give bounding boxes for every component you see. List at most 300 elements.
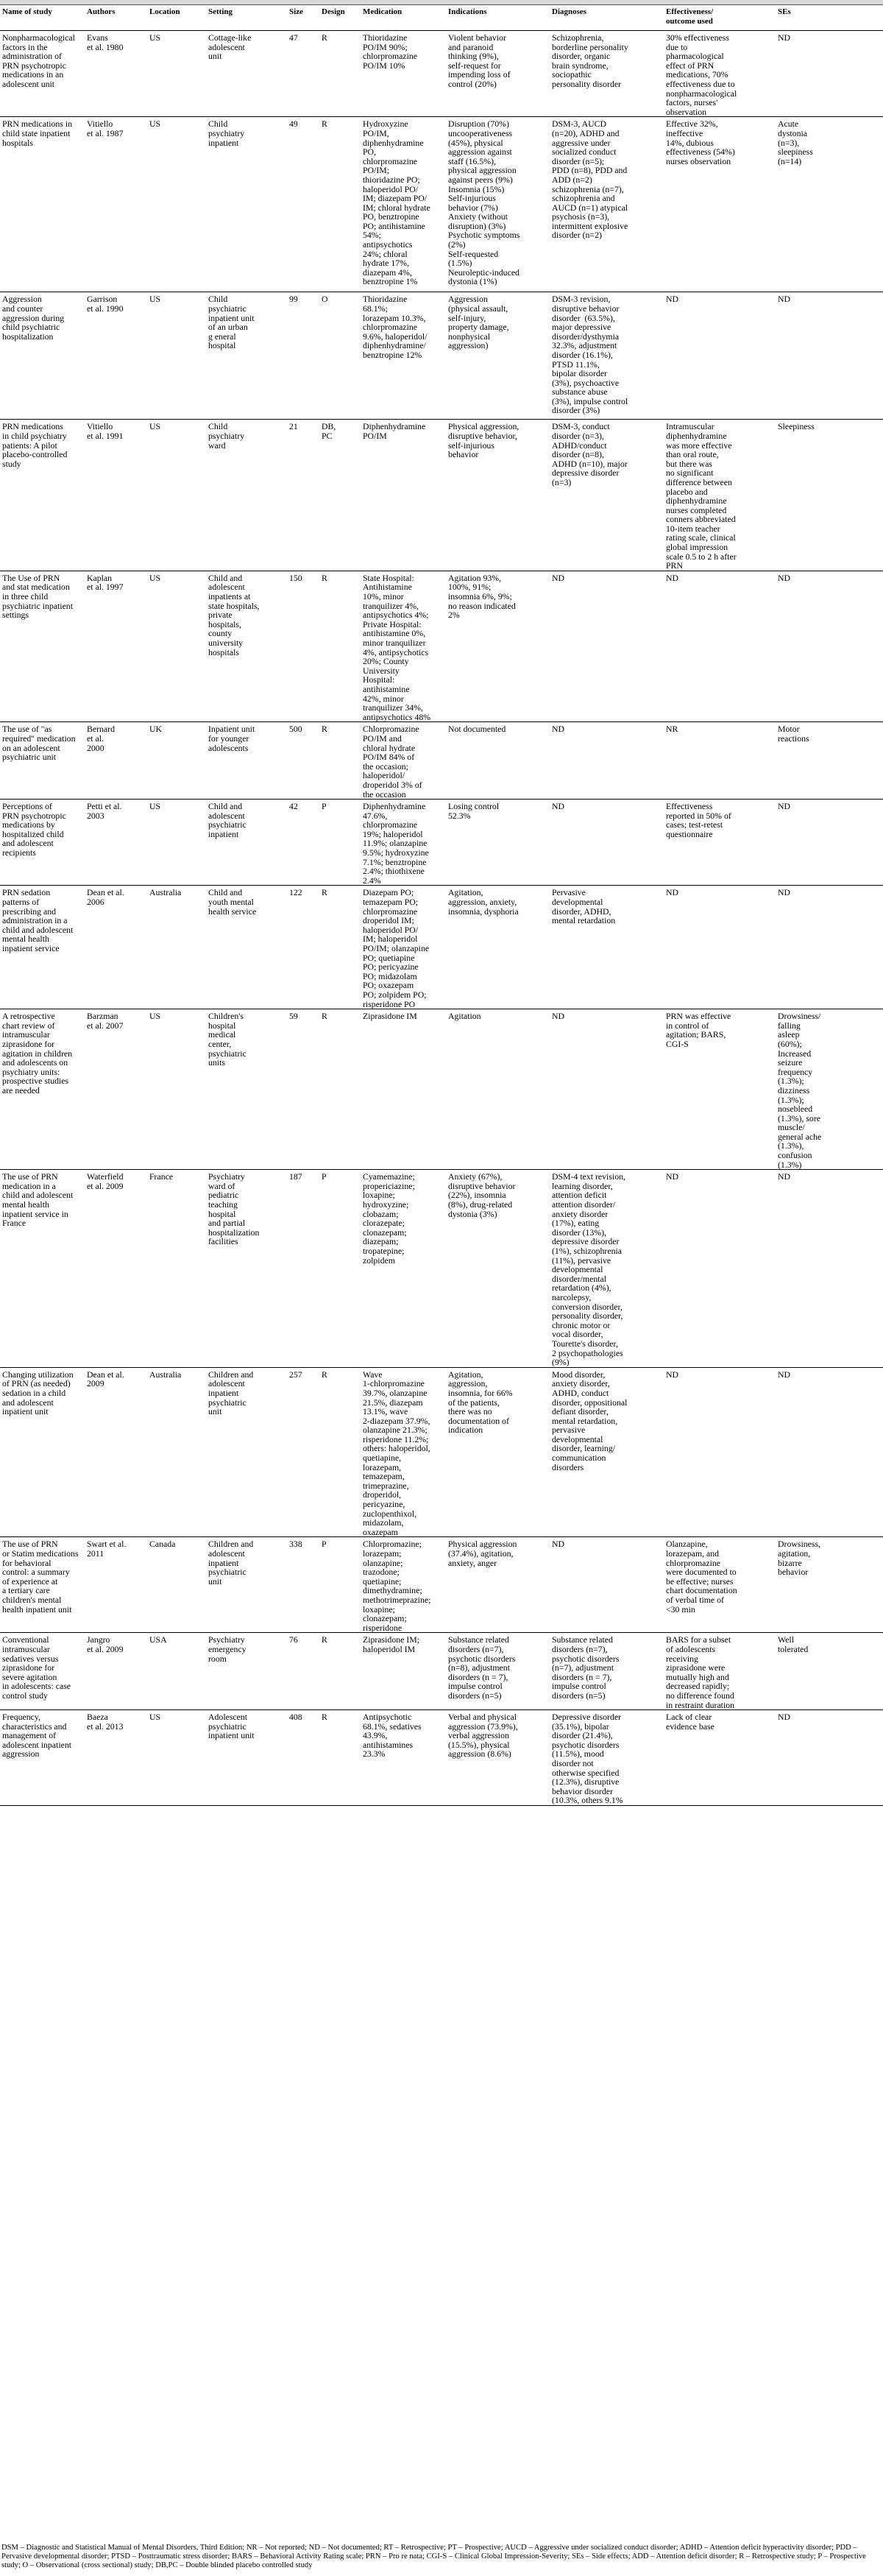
cell-diagnoses xyxy=(550,886,664,1009)
cell-text: Diazepam PO; temazepam PO; chlorpromazine droperidol IM; haloperidol PO/ IM; haloperidol PO/IM; olanzapine PO; quetiapine PO; pericyazine PO; midazolam PO; oxazepam PO; zolpidem PO; risperidone PO xyxy=(363,887,430,1009)
cell-text: Thioridazine 68.1%; lorazepam 10.3%, chlorpromazine 9.6%, haloperidol/ diphenhydramine/ benztropine 12% xyxy=(363,294,428,360)
cell-text: Jangro et al. 2009 xyxy=(87,1634,124,1654)
cell-text: Adolescent psychiatric inpatient unit xyxy=(208,1712,255,1741)
cell-text: PRN sedation patterns of prescribing and administration in a child and adolescent mental health inpatient service xyxy=(2,887,74,953)
cell-design xyxy=(319,571,361,722)
cell-design xyxy=(319,1633,361,1710)
cell-setting xyxy=(206,800,287,886)
cell-text: Not documented xyxy=(448,724,506,735)
cell-location xyxy=(147,722,206,800)
cell-location xyxy=(147,31,206,117)
cell-side-effects xyxy=(776,420,883,571)
cell-text: Child and adolescent psychiatric inpatient xyxy=(208,801,247,839)
cell-text: DSM-4 text revision, learning disorder, attention deficit attention disorder/ anxiety disorder (17%), eating disorder (13%), depressive disorder (1%), schizophrenia (11%), pervasive developmental disorder/mental retardation (4%), narcolepsy, conversion disorder, personality disorder, chronic motor or vocal disorder, Tourette's disorder, 2 psychopathologies (9%) xyxy=(552,1171,625,1368)
cell-size xyxy=(287,1367,319,1537)
cell-diagnoses xyxy=(550,722,664,800)
cell-effectiveness xyxy=(664,571,776,722)
cell-size xyxy=(287,117,319,292)
cell-text: Waterfield et al. 2009 xyxy=(87,1171,124,1191)
cell-side-effects xyxy=(776,571,883,722)
cell-text: Depressive disorder (35.1%), bipolar disorder (21.4%), psychotic disorders (11.5%), mood disorder not otherwise specified (12.3%), disruptive behavior disorder (10.3%, others 9.1% xyxy=(552,1712,623,1806)
cell-text: Disruption (70%) uncooperativeness (45%), physical aggression against staff (16.5%), physical aggression against peers (9%) Insomnia (15%) Self-injurious behavior (7%) Anxiety (without disruption) (3%) Psychotic symptoms (2%) Self-requested (1.5%) Neuroleptic-induced dystonia (1%) xyxy=(448,119,520,287)
cell-text: US xyxy=(149,1712,161,1723)
cell-study-name xyxy=(0,292,85,420)
cell-text: Aggression and counter aggression during child psychiatric hospitalization xyxy=(2,294,65,342)
cell-authors xyxy=(85,1633,147,1710)
cell-diagnoses xyxy=(550,1367,664,1537)
cell-medication xyxy=(361,1633,446,1710)
cell-text: NR xyxy=(666,724,678,735)
table-row xyxy=(0,800,883,886)
cell-study-name xyxy=(0,1710,85,1806)
table-footnote: DSM – Diagnostic and Statistical Manual of Mental Disorders, Third Edition; NR – Not reported; ND – Not documented; RT – Retrospective; PT – Prospective; AUCD – Aggressive under socialized conduct disorder; ADHD – Attention deficit hyperactivity disorder; PDD – Pervasive developmental disorder; PTSD – Posttraumatic stress disorder; BARS – Behavioral Activity Rating scale; PRN – Pro re nata; CGI-S – Clinical Global Impression-Severity; SEs – Side effects; ADD – Attention deficit disorder; R – Retrospective study; P – Prospective study; O – Observational (cross sectional) study; DB,PC – Double blinded placebo controlled study xyxy=(1,2544,866,2569)
cell-effectiveness xyxy=(664,1367,776,1537)
cell-medication xyxy=(361,722,446,800)
cell-text: Vitiello et al. 1987 xyxy=(87,119,124,138)
cell-design xyxy=(319,31,361,117)
cell-design xyxy=(319,722,361,800)
cell-text: Intramuscular diphenhydramine was more effective than oral route, but there was no significant difference between placebo and diphenhydramine nurses completed conners abbreviated 10-item teacher rating scale, clinical global impression scale 0.5 to 2 h after PRN xyxy=(666,421,737,571)
cell-design xyxy=(319,1537,361,1633)
cell-text: Thioridazine PO/IM 90%; chlorpromazine PO/IM 10% xyxy=(363,32,418,71)
cell-side-effects xyxy=(776,1170,883,1367)
cell-setting xyxy=(206,1537,287,1633)
cell-text: Anxiety (67%), disruptive behavior (22%), insomnia (8%), drug-related dystonia (3%) xyxy=(448,1171,516,1219)
cell-size xyxy=(287,1710,319,1806)
cell-medication xyxy=(361,1009,446,1170)
table-row xyxy=(0,886,883,1009)
cell-setting xyxy=(206,722,287,800)
table-row xyxy=(0,722,883,800)
cell-diagnoses xyxy=(550,31,664,117)
cell-text: Inpatient unit for younger adolescents xyxy=(208,724,255,753)
cell-text: ND xyxy=(778,294,791,305)
cell-text: Cottage-like adolescent unit xyxy=(208,32,252,62)
cell-text: Changing utilization of PRN (as needed) sedation in a child and adolescent inpatient unit xyxy=(2,1369,74,1417)
cell-location xyxy=(147,117,206,292)
cell-setting xyxy=(206,1009,287,1170)
cell-effectiveness xyxy=(664,800,776,886)
cell-location xyxy=(147,420,206,571)
cell-authors xyxy=(85,1170,147,1367)
cell-text: DSM-3, AUCD (n=20), ADHD and aggressive under socialized conduct disorder (n=5); PDD (n=8), PDD and ADD (n=2) schizophrenia (n=7), schizophrenia and AUCD (n=1) atypical psychosis (n=3), intermittent explosive disorder (n=2) xyxy=(552,119,628,241)
cell-text: R xyxy=(322,1634,327,1645)
cell-text: Child and youth mental health service xyxy=(208,887,257,917)
cell-text: Agitation, aggression, anxiety, insomnia, dysphoria xyxy=(448,887,519,917)
cell-text: Dean et al. 2009 xyxy=(87,1369,124,1389)
cell-text: Losing control 52.3% xyxy=(448,801,500,821)
cell-text: ND xyxy=(778,32,791,43)
cell-effectiveness xyxy=(664,31,776,117)
cell-text: 49 xyxy=(289,119,298,130)
cell-text: 59 xyxy=(289,1011,298,1022)
cell-text: Acute dystonia (n=3), sleepiness (n=14) xyxy=(778,119,813,166)
cell-authors xyxy=(85,117,147,292)
cell-text: France xyxy=(149,1171,174,1182)
cell-text: O xyxy=(322,294,328,305)
cell-setting xyxy=(206,571,287,722)
cell-design xyxy=(319,1009,361,1170)
cell-text: Frequency, characteristics and management of adolescent inpatient aggression xyxy=(2,1712,72,1760)
table-top-rule xyxy=(0,0,883,5)
cell-effectiveness xyxy=(664,1537,776,1633)
cell-text: Canada xyxy=(149,1539,176,1550)
cell-setting xyxy=(206,1633,287,1710)
cell-setting xyxy=(206,420,287,571)
table-row xyxy=(0,1537,883,1633)
cell-text: Hydroxyzine PO/IM, diphenhydramine PO, chlorpromazine PO/IM; thioridazine PO; haloperidol PO/ IM; diazepam PO/ IM; chloral hydrate PO, benztropine PO; antihistamine 54%; antipsychotics 24%; chloral hydrate 17%, diazepam 4%, benztropine 1% xyxy=(363,119,430,287)
cell-size xyxy=(287,1009,319,1170)
cell-design xyxy=(319,420,361,571)
cell-design xyxy=(319,292,361,420)
cell-text: Olanzapine, lorazepam, and chlorpromazine were documented to be effective; nurses chart documentation of verbal time of <30 min xyxy=(666,1539,737,1615)
cell-text: Aggression (physical assault, self-injury, property damage, nonphysical aggression) xyxy=(448,294,509,351)
cell-size xyxy=(287,1633,319,1710)
cell-text: US xyxy=(149,32,161,43)
cell-study-name xyxy=(0,886,85,1009)
cell-study-name xyxy=(0,420,85,571)
cell-size xyxy=(287,1537,319,1633)
cell-study-name xyxy=(0,1367,85,1537)
cell-text: Psychiatry emergency room xyxy=(208,1634,247,1664)
cell-text: 187 xyxy=(289,1171,302,1182)
cell-text: Conventional intramuscular sedatives versus ziprasidone for severe agitation in adolescents: case control study xyxy=(2,1634,71,1701)
cell-text: Sleepiness xyxy=(778,421,815,432)
cell-authors xyxy=(85,571,147,722)
cell-indications xyxy=(446,1710,550,1806)
cell-location xyxy=(147,1710,206,1806)
table-row xyxy=(0,1633,883,1710)
cell-text: US xyxy=(149,421,161,432)
col-header-medication: Medication xyxy=(361,5,446,31)
cell-text: Substance related disorders (n=7), psychotic disorders (n=7), adjustment disorders (n = 7), impulse control disorders (n=5) xyxy=(552,1634,620,1701)
cell-text: Children and adolescent inpatient psychiatric unit xyxy=(208,1369,254,1417)
cell-text: ND xyxy=(666,1369,679,1380)
cell-indications xyxy=(446,571,550,722)
cell-text: Diphenhydramine PO/IM xyxy=(363,421,426,441)
cell-diagnoses xyxy=(550,1633,664,1710)
cell-text: Pervasive developmental disorder, ADHD, mental retardation xyxy=(552,887,616,926)
cell-text: ND xyxy=(552,1539,565,1550)
cell-text: PRN medications in child state inpatient hospitals xyxy=(2,119,73,148)
cell-text: Agitation, aggression, insomnia, for 66% of the patients, there was no documentation of indication xyxy=(448,1369,513,1436)
cell-text: Vitiello et al. 1991 xyxy=(87,421,124,441)
cell-text: ND xyxy=(778,801,791,812)
cell-text: 30% effectiveness due to pharmacological effect of PRN medications, 70% effectiveness due to nonpharmacological factors, nurses' observation xyxy=(666,32,737,117)
cell-size xyxy=(287,31,319,117)
col-header-diagnoses: Diagnoses xyxy=(550,5,664,31)
cell-text: A retrospective chart review of intramuscular ziprasidone for agitation in children and adolescents on psychiatry units: prospective studies are needed xyxy=(2,1011,73,1095)
cell-study-name xyxy=(0,31,85,117)
cell-text: UK xyxy=(149,724,163,735)
cell-text: R xyxy=(322,887,327,898)
cell-setting xyxy=(206,117,287,292)
cell-effectiveness xyxy=(664,117,776,292)
cell-side-effects xyxy=(776,1633,883,1710)
cell-text: P xyxy=(322,1171,327,1182)
col-header-name-of-study: Name of study xyxy=(0,5,85,31)
cell-text: Child psychiatry inpatient xyxy=(208,119,245,148)
cell-text: Baeza et al. 2013 xyxy=(87,1712,124,1732)
cell-location xyxy=(147,1537,206,1633)
cell-study-name xyxy=(0,1170,85,1367)
cell-side-effects xyxy=(776,117,883,292)
cell-text: USA xyxy=(149,1634,167,1645)
cell-diagnoses xyxy=(550,571,664,722)
cell-text: ND xyxy=(666,1171,679,1182)
table-row xyxy=(0,1009,883,1170)
prn-studies-table xyxy=(0,5,883,1806)
cell-text: DSM-3, conduct disorder (n=3), ADHD/conduct disorder (n=8), ADHD (n=10), major depressive disorder (n=3) xyxy=(552,421,628,487)
cell-text: R xyxy=(322,1369,327,1380)
cell-design xyxy=(319,1710,361,1806)
cell-text: PRN was effective in control of agitation; BARS, CGI-S xyxy=(666,1011,731,1049)
cell-text: Drowsiness, agitation, bizarre behavior xyxy=(778,1539,820,1578)
cell-study-name xyxy=(0,1537,85,1633)
cell-design xyxy=(319,1367,361,1537)
cell-text: ND xyxy=(778,1369,791,1380)
cell-size xyxy=(287,571,319,722)
table-row xyxy=(0,571,883,722)
cell-text: DB, PC xyxy=(322,421,336,441)
cell-design xyxy=(319,800,361,886)
col-header-authors: Authors xyxy=(85,5,147,31)
cell-authors xyxy=(85,800,147,886)
cell-text: The use of "as required" medication on an adolescent psychiatric unit xyxy=(2,724,76,763)
cell-indications xyxy=(446,800,550,886)
cell-authors xyxy=(85,420,147,571)
cell-design xyxy=(319,1170,361,1367)
table-row xyxy=(0,117,883,292)
cell-study-name xyxy=(0,571,85,722)
cell-size xyxy=(287,420,319,571)
cell-text: Substance related disorders (n=7), psychotic disorders (n=8), adjustment disorders (n = 7), impulse control disorders (n=5) xyxy=(448,1634,516,1701)
cell-location xyxy=(147,886,206,1009)
cell-text: ND xyxy=(778,887,791,898)
cell-medication xyxy=(361,1537,446,1633)
cell-design xyxy=(319,886,361,1009)
cell-text: 76 xyxy=(289,1634,298,1645)
cell-effectiveness xyxy=(664,1009,776,1170)
cell-location xyxy=(147,800,206,886)
cell-text: Garrison et al. 1990 xyxy=(87,294,124,314)
cell-text: Psychiatry ward of pediatric teaching hospital and partial hospitalization facilities xyxy=(208,1171,260,1247)
table-row xyxy=(0,1367,883,1537)
cell-authors xyxy=(85,31,147,117)
cell-text: Bernard et al. 2000 xyxy=(87,724,115,753)
cell-text: Nonpharmacological factors in the administration of PRN psychotropic medications in an adolescent unit xyxy=(2,32,75,89)
cell-medication xyxy=(361,886,446,1009)
cell-side-effects xyxy=(776,1009,883,1170)
cell-text: Lack of clear evidence base xyxy=(666,1712,714,1732)
col-header-indications: Indications xyxy=(446,5,550,31)
cell-side-effects xyxy=(776,1537,883,1633)
cell-text: Ziprasidone IM; haloperidol IM xyxy=(363,1634,419,1654)
cell-effectiveness xyxy=(664,1633,776,1710)
cell-effectiveness xyxy=(664,292,776,420)
cell-size xyxy=(287,800,319,886)
cell-text: Schizophrenia, borderline personality disorder, organic brain syndrome, sociopathic personality disorder xyxy=(552,32,628,89)
cell-text: US xyxy=(149,1011,161,1022)
table-row xyxy=(0,292,883,420)
cell-indications xyxy=(446,1537,550,1633)
cell-medication xyxy=(361,800,446,886)
cell-indications xyxy=(446,420,550,571)
cell-text: Effectiveness reported in 50% of cases; test-retest questionnaire xyxy=(666,801,731,839)
cell-text: BARS for a subset of adolescents receiving ziprasidone were mutually high and decreased rapidly; no difference found in restraint duration xyxy=(666,1634,735,1710)
cell-text: ND xyxy=(552,724,565,735)
cell-text: 122 xyxy=(289,887,302,898)
cell-side-effects xyxy=(776,1710,883,1806)
cell-text: Child psychiatry ward xyxy=(208,421,245,451)
cell-diagnoses xyxy=(550,117,664,292)
cell-medication xyxy=(361,571,446,722)
cell-setting xyxy=(206,1710,287,1806)
cell-text: 150 xyxy=(289,572,302,583)
cell-design xyxy=(319,117,361,292)
cell-medication xyxy=(361,117,446,292)
cell-text: Antipsychotic 68.1%, sedatives 43.9%, antihistamines 23.3% xyxy=(363,1712,422,1760)
cell-text: ND xyxy=(778,1171,791,1182)
cell-text: Chlorpromazine PO/IM and chloral hydrate PO/IM 84% of the occasion; haloperidol/ droperidol 3% of the occasion xyxy=(363,724,422,800)
cell-location xyxy=(147,1633,206,1710)
cell-diagnoses xyxy=(550,420,664,571)
cell-text: The use of PRN or Statim medications for behavioral control: a summary of experience at a tertiary care children's mental health inpatient unit xyxy=(2,1539,79,1615)
cell-location xyxy=(147,1170,206,1367)
cell-medication xyxy=(361,420,446,571)
cell-text: 42 xyxy=(289,801,298,812)
cell-indications xyxy=(446,1633,550,1710)
cell-size xyxy=(287,1170,319,1367)
cell-text: Child psychiatric inpatient unit of an urban g eneral hospital xyxy=(208,294,255,351)
cell-setting xyxy=(206,292,287,420)
cell-text: R xyxy=(322,724,327,735)
cell-indications xyxy=(446,1009,550,1170)
cell-text: US xyxy=(149,294,161,305)
cell-text: Australia xyxy=(149,887,182,898)
cell-setting xyxy=(206,31,287,117)
cell-text: Evans et al. 1980 xyxy=(87,32,124,52)
cell-diagnoses xyxy=(550,1710,664,1806)
cell-text: ND xyxy=(778,1712,791,1723)
cell-study-name xyxy=(0,117,85,292)
cell-side-effects xyxy=(776,800,883,886)
cell-medication xyxy=(361,1170,446,1367)
cell-text: Agitation xyxy=(448,1011,481,1022)
cell-location xyxy=(147,1009,206,1170)
cell-text: Children's hospital medical center, psychiatric units xyxy=(208,1011,247,1068)
cell-text: 21 xyxy=(289,421,298,432)
cell-text: US xyxy=(149,119,161,130)
cell-side-effects xyxy=(776,292,883,420)
cell-text: Kaplan et al. 1997 xyxy=(87,572,124,593)
cell-location xyxy=(147,571,206,722)
cell-text: ND xyxy=(666,572,679,583)
cell-study-name xyxy=(0,1009,85,1170)
cell-text: US xyxy=(149,572,161,583)
cell-authors xyxy=(85,1009,147,1170)
col-header-side-effects: SEs xyxy=(776,5,883,31)
cell-side-effects xyxy=(776,31,883,117)
cell-text: The Use of PRN and stat medication in three child psychiatric inpatient settings xyxy=(2,572,73,621)
cell-study-name xyxy=(0,1633,85,1710)
cell-text: Children and adolescent inpatient psychiatric unit xyxy=(208,1539,254,1587)
cell-setting xyxy=(206,1367,287,1537)
cell-medication xyxy=(361,292,446,420)
cell-text: Chlorpromazine; lorazepam; olanzapine; trazodone; quetiapine; dimethydramine; methotrimeprazine; loxapine; clonazepam; risperidone xyxy=(363,1539,431,1633)
cell-location xyxy=(147,1367,206,1537)
cell-side-effects xyxy=(776,1367,883,1537)
cell-text: P xyxy=(322,801,327,812)
cell-indications xyxy=(446,1170,550,1367)
cell-size xyxy=(287,886,319,1009)
cell-authors xyxy=(85,1537,147,1633)
cell-text: R xyxy=(322,1712,327,1723)
cell-authors xyxy=(85,722,147,800)
cell-text: Physical aggression (37.4%), agitation, anxiety, anger xyxy=(448,1539,517,1568)
table-row xyxy=(0,1170,883,1367)
cell-text: Child and adolescent inpatients at state hospitals, private hospitals, county university hospitals xyxy=(208,572,260,657)
cell-indications xyxy=(446,886,550,1009)
cell-medication xyxy=(361,1367,446,1537)
table-body xyxy=(0,31,883,1806)
cell-setting xyxy=(206,886,287,1009)
cell-text: 338 xyxy=(289,1539,302,1550)
cell-text: Mood disorder, anxiety disorder, ADHD, conduct disorder, oppositional defiant disorder, mental retardation, pervasive developmental disorder, learning/ communication disorders xyxy=(552,1369,628,1472)
cell-diagnoses xyxy=(550,1170,664,1367)
cell-indications xyxy=(446,292,550,420)
cell-text: Perceptions of PRN psychotropic medications by hospitalized child and adolescent recipients xyxy=(2,801,66,858)
cell-diagnoses xyxy=(550,1537,664,1633)
col-header-effectiveness: Effectiveness/ outcome used xyxy=(664,5,776,31)
cell-diagnoses xyxy=(550,1009,664,1170)
cell-effectiveness xyxy=(664,420,776,571)
table-row xyxy=(0,1710,883,1806)
cell-text: Wave 1-chlorpromazine 39.7%, olanzapine 21.5%, diazepam 13.1%, wave 2-diazepam 37.9%, olanzapine 21.3%; risperidone 11.2%; others: haloperidol, quetiapine, lorazepam, temazepam, trimeprazine, droperidol, pericyazine, zuclopenthixol, midazolam, oxazepam xyxy=(363,1369,430,1537)
cell-text: 99 xyxy=(289,294,298,305)
cell-text: R xyxy=(322,119,327,130)
cell-text: US xyxy=(149,801,161,812)
cell-study-name xyxy=(0,800,85,886)
cell-text: DSM-3 revision, disruptive behavior disorder (63.5%), major depressive disorder/dysthymia 32.3%, adjustment disorder (16.1%), PTSD 11.1%, bipolar disorder (3%), psychoactive substance abuse (3%), impulse control disorder (3%) xyxy=(552,294,628,416)
table-header-row xyxy=(0,5,883,31)
cell-authors xyxy=(85,886,147,1009)
cell-size xyxy=(287,292,319,420)
cell-text: Diphenhydramine 47.6%, chlorpromazine 19%; haloperidol 11.9%; olanzapine 9.5%; hydroxyzine 7.1%; benztropine 2.4%; thiothixene 2.4% xyxy=(363,801,429,886)
cell-indications xyxy=(446,117,550,292)
table-row xyxy=(0,420,883,571)
cell-text: 47 xyxy=(289,32,298,43)
cell-text: Swart et al. 2011 xyxy=(87,1539,127,1559)
cell-size xyxy=(287,722,319,800)
cell-text: ND xyxy=(552,1011,565,1022)
cell-text: P xyxy=(322,1539,327,1550)
cell-text: Agitation 93%, 100%, 91%; insomnia 6%, 9%; no reason indicated 2% xyxy=(448,572,516,621)
cell-text: PRN medications in child psychiatry patients: A pilot placebo-controlled study xyxy=(2,421,68,469)
cell-effectiveness xyxy=(664,1170,776,1367)
cell-effectiveness xyxy=(664,1710,776,1806)
cell-authors xyxy=(85,292,147,420)
cell-text: ND xyxy=(552,572,565,583)
cell-indications xyxy=(446,722,550,800)
cell-text: R xyxy=(322,32,327,43)
cell-effectiveness xyxy=(664,722,776,800)
cell-text: 257 xyxy=(289,1369,302,1380)
cell-text: ND xyxy=(666,294,679,305)
cell-text: ND xyxy=(552,801,565,812)
col-header-location: Location xyxy=(147,5,206,31)
cell-medication xyxy=(361,31,446,117)
